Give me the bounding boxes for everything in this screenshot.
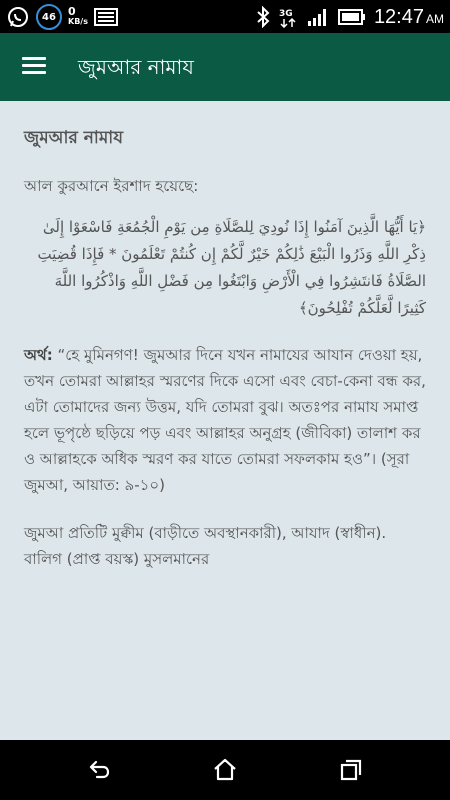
svg-text:3G: 3G [278,9,293,19]
clock-ampm: AM [426,11,444,26]
arabic-verse: ﴿يَا أَيُّهَا الَّذِينَ آمَنُوا إِذَا نُودِيَ لِلصَّلَاةِ مِن يَوْمِ الْجُمُعَةِ فَاسْعَوْا إِلَىٰ ذِكْرِ اللَّهِ وَذَرُوا الْبَيْعَ ذَٰلِكُمْ خَيْرٌ لَّكُمْ إِن كُنتُمْ تَعْلَمُونَ * فَإِذَا قُضِيَتِ الصَّلَاةُ فَانتَشِرُوا فِي الْأَرْضِ وَابْتَغُوا مِن فَضْلِ اللَّهِ وَاذْكُرُوا اللَّهَ كَثِيرًا لَّعَلَّكُمْ تُفْلِحُونَ﴾ [37,218,426,317]
menu-button[interactable] [22,57,46,75]
translation-label: অর্থ: [24,346,53,364]
home-icon [212,757,238,783]
3g-icon [278,6,298,28]
net-speed-unit: KB/s [68,17,88,26]
net-speed-value: 0 [68,5,76,18]
menu-line [22,64,46,67]
home-button[interactable] [212,757,238,783]
gallery-icon [94,7,118,27]
body-paragraph: জুমআ প্রতিটি মুক্বীম (বাড়ীতে অবস্থানকারী), আযাদ (স্বাধীন). বালিগ (প্রাপ্ত বয়স্ক) মুসলমানের [24,524,387,568]
article-content[interactable] [0,101,450,740]
bluetooth-icon [256,6,270,28]
page-title: জুমআর নামায [24,128,123,148]
whatsapp-icon [6,5,30,29]
menu-line [22,71,46,74]
app-bar [0,33,450,101]
back-button[interactable] [86,757,112,783]
translation-text: “হে মুমিনগণ! জুমআর দিনে যখন নামাযের আযান দেওয়া হয়, তখন তোমরা আল্লাহর স্মরণের দিকে এসো এবং বেচা-কেনা বন্ধ কর, এটা তোমাদের জন্য উত্তম, যদি তোমরা বুঝ। অতঃপর নামায সমাপ্ত হলে ভূপৃষ্ঠে ছড়িয়ে পড় এবং আল্লাহর অনুগ্রহ (জীবিকা) তালাশ কর ও আল্লাহকে অধিক স্মরণ কর যাতে তোমরা সফলকাম হও”। (সূরা জুমআ, আয়াত: ৯-১০) [24,346,426,494]
intro-text: আল কুরআনে ইরশাদ হয়েছে: [24,177,199,195]
navigation-bar [0,740,450,800]
app-bar-title: জুমআর নামায [78,55,194,79]
back-icon [86,757,112,783]
net-speed [68,7,88,27]
translation [24,342,426,498]
clock [374,6,444,29]
clock-time: 12:47 [373,5,424,28]
status-bar [0,0,450,33]
badge-46-icon: 46 [36,4,62,30]
battery-icon [338,8,366,26]
recent-apps-button[interactable] [338,757,364,783]
signal-icon [306,7,330,27]
recent-apps-icon [338,757,364,783]
menu-line [22,57,46,60]
